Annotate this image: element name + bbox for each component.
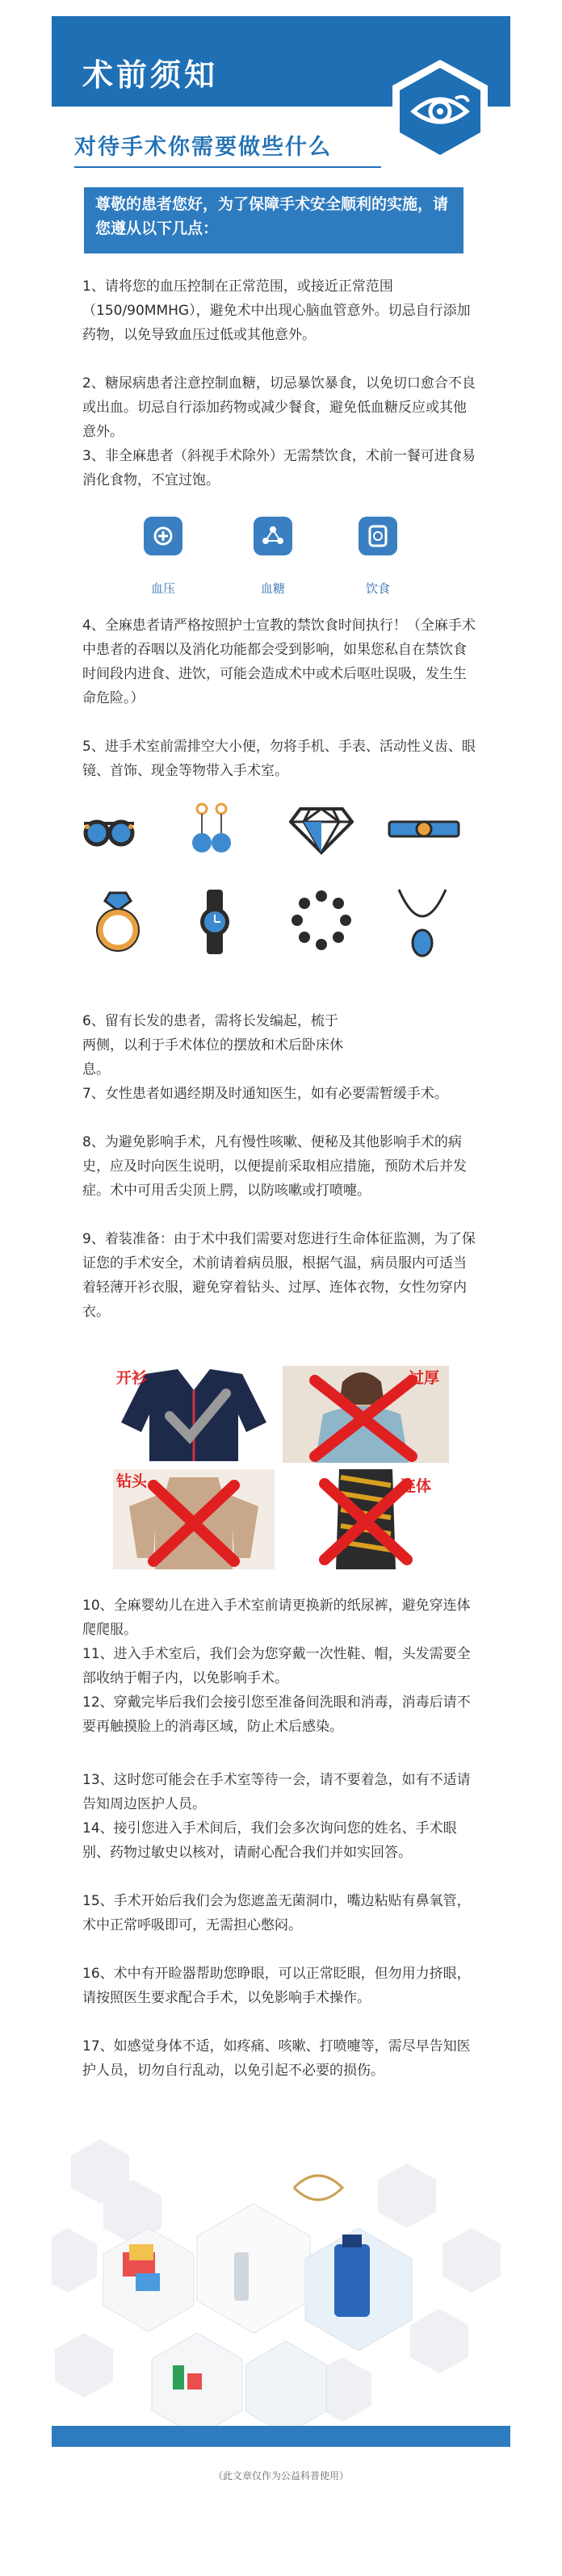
icon-label-diet: 饮食 bbox=[365, 581, 390, 596]
glasses-icon bbox=[81, 807, 137, 856]
item-2: 2、糖尿病患者注意控制血糖，切忌暴饮暴食，以免切口愈合不良或出血。切忌自行添加药物或减少餐食，避免低血糖反应或其他意外。 bbox=[82, 375, 476, 440]
item-12: 12、穿戴完毕后我们会接引您至准备间洗眼和消毒，消毒后请不要再触摸脸上的消毒区域，防止术后感染。 bbox=[82, 1694, 471, 1735]
necklace-icon bbox=[394, 886, 451, 959]
icon-label-bs: 血糖 bbox=[260, 581, 285, 596]
tag-jumpsuit: 连体 bbox=[401, 1477, 432, 1495]
footer-band bbox=[52, 2426, 510, 2447]
item-8: 8、为避免影响手术，凡有慢性咳嗽、便秘及其他影响手术的病史，应及时向医生说明，以便提前采取相应措施，预防术后并发症。术中可用舌尖顶上腭，以防咳嗽或打喷嚏。 bbox=[82, 1134, 467, 1199]
item-11: 11、进入手术室后，我们会为您穿戴一次性鞋、帽，头发需要全部收纳于帽子内，以免影响手术。 bbox=[82, 1646, 471, 1686]
item-9: 9、着装准备：由于术中我们需要对您进行生命体征监测，为了保证您的手术安全，术前请着病员服，根据气温，病员服内可适当着轻薄开衫衣服，避免穿着钻头、过厚、连体衣物，女性勿穿内衣。 bbox=[82, 1231, 476, 1320]
hexagon-collage bbox=[52, 2131, 510, 2430]
page-title: 术前须知 bbox=[82, 57, 219, 93]
ring-icon bbox=[94, 888, 142, 953]
blood-sugar-icon bbox=[254, 517, 292, 555]
icon-label-bp: 血压 bbox=[150, 581, 175, 596]
item-17: 17、如感觉身体不适，如疼痛、咳嗽、打喷嚏等，需尽早告知医护人员，切勿自行乱动，以免引起不必要的损伤。 bbox=[82, 2038, 471, 2079]
item-16: 16、术中有开睑器帮助您睁眼，可以正常眨眼，但勿用力挤眼，请按照医生要求配合手术，以免影响手术操作。 bbox=[82, 1966, 471, 2006]
item-7: 7、女性患者如遇经期及时通知医生，如有必要需暂缓手术。 bbox=[82, 1086, 448, 1102]
tag-pullover: 钻头 bbox=[116, 1472, 148, 1490]
item-3: 3、非全麻患者（斜视手术除外）无需禁饮食，术前一餐可进食易消化食物，不宜过饱。 bbox=[82, 448, 476, 488]
diet-icon bbox=[359, 517, 397, 555]
item-6: 6、留有长发的患者，需将长发编起，梳于两侧，以利于手术体位的摆放和术后卧床休息。 bbox=[82, 1013, 343, 1078]
item-15: 15、手术开始后我们会为您遮盖无菌洞巾，嘴边粘贴有鼻氧管，术中正常呼吸即可，无需担心憋闷。 bbox=[82, 1893, 471, 1933]
bowtie-clip-icon bbox=[388, 814, 460, 846]
section-subtitle: 对待手术你需要做些什么 bbox=[74, 135, 332, 160]
eye-hex-badge-icon bbox=[389, 58, 491, 165]
tag-thick: 过厚 bbox=[409, 1369, 440, 1387]
watch-icon bbox=[197, 888, 233, 956]
item-10: 10、全麻婴幼儿在进入手术室前请更换新的纸尿裤，避免穿连体爬爬服。 bbox=[82, 1598, 471, 1638]
content-column bbox=[52, 0, 510, 2576]
tag-cardigan: 开衫 bbox=[116, 1369, 148, 1387]
item-13: 13、这时您可能会在手术室等待一会，请不要着急，如有不适请告知周边医护人员。 bbox=[82, 1772, 471, 1812]
blood-pressure-icon bbox=[144, 517, 182, 555]
item-4: 4、全麻患者请严格按照护士宣教的禁饮食时间执行！（全麻手术中患者的吞咽以及消化功能都会受到影响，如果您私自在禁饮食时间段内进食、进饮，可能会造成术中或术后呕吐误吸，发生生命危险。） bbox=[82, 618, 476, 706]
intro-box: 尊敬的患者您好，为了保障手术安全顺利的实施，请您遵从以下几点： bbox=[84, 187, 463, 253]
bead-bracelet-icon bbox=[291, 890, 352, 951]
diamond-icon bbox=[289, 804, 354, 856]
item-1: 1、请将您的血压控制在正常范围，或接近正常范围（150/90MMHG），避免术中出现心脑血管意外。切忌自行添加药物，以免导致血压过低或其他意外。 bbox=[82, 279, 471, 343]
earrings-icon bbox=[187, 801, 236, 862]
item-5: 5、进手术室前需排空大小便，勿将手机、手表、活动性义齿、眼镜、首饰、现金等物带入手术室。 bbox=[82, 739, 476, 779]
footer-note: （此文章仅作为公益科普使用） bbox=[212, 2470, 349, 2482]
item-14: 14、接引您进入手术间后，我们会多次询问您的姓名、手术眼别、药物过敏史以核对，请耐心配合我们并如实回答。 bbox=[82, 1820, 457, 1861]
subtitle-underline bbox=[74, 166, 381, 168]
